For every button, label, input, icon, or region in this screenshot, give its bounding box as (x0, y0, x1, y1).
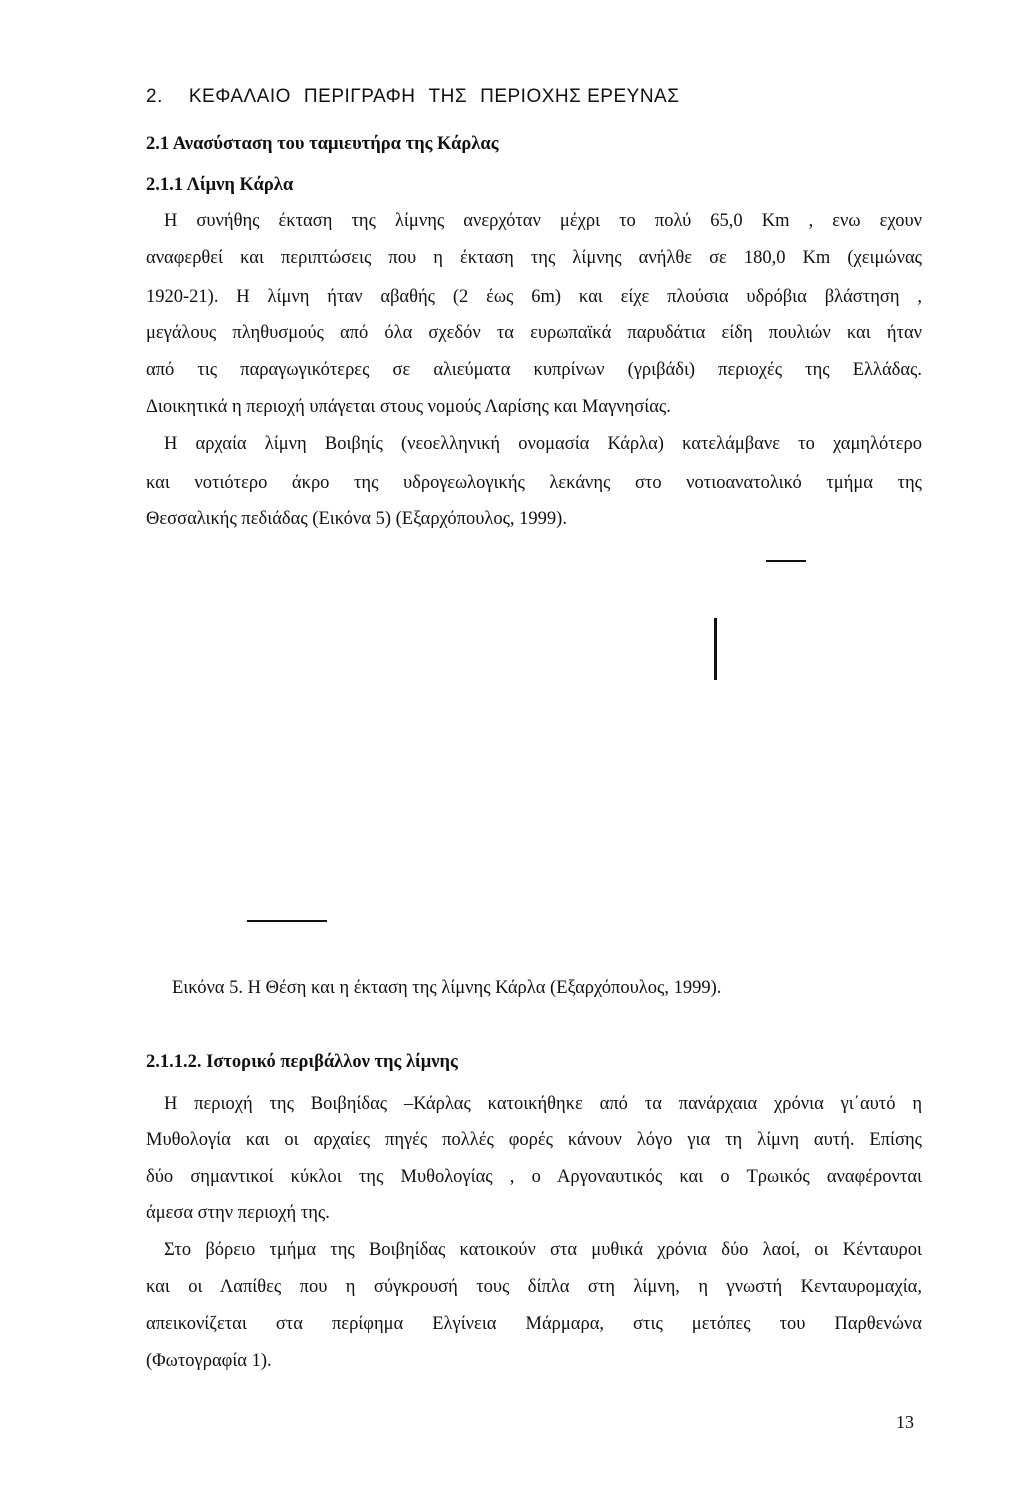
paragraph-line: αναφερθεί και περιπτώσεις που η έκταση της λίμνης ανήλθε σε 180,0 Km (χειμώνας (146, 248, 922, 268)
paragraph-line: μεγάλους πληθυσμούς από όλα σχεδόν τα ευρωπαϊκά παρυδάτια είδη πουλιών και ήταν (146, 323, 922, 343)
section-heading: 2.1 Ανασύσταση του ταμιευτήρα της Κάρλας (146, 134, 499, 154)
paragraph-line: 1920-21). Η λίμνη ήταν αβαθής (2 έως 6m) και είχε πλούσια υδρόβια βλάστηση , (146, 287, 922, 307)
subsection-heading: 2.1.1 Λίμνη Κάρλα (146, 175, 294, 195)
paragraph-line: Η περιοχή της Βοιβηίδας –Κάρλας κατοικήθηκε από τα πανάρχαια χρόνια γι΄αυτό η (164, 1094, 922, 1114)
paragraph-line: και νοτιότερο άκρο της υδρογεωλογικής λεκάνης στο νοτιοανατολικό τμήμα της (146, 473, 922, 493)
chapter-word: ΚΕΦΑΛΑΙΟ (188, 86, 291, 107)
paragraph-line: άμεσα στην περιοχή της. (146, 1203, 330, 1223)
paragraph-line: και οι Λαπίθες που η σύγκρουσή τους δίπλα στη λίμνη, η γνωστή Κενταυρομαχία, (146, 1277, 922, 1297)
subsection-heading: 2.1.1.2. Ιστορικό περιβάλλον της λίμνης (146, 1052, 458, 1072)
chapter-word: ΠΕΡΙΟΧΗΣ ΕΡΕΥΝΑΣ (480, 86, 680, 107)
paragraph-line: Διοικητικά η περιοχή υπάγεται στους νομούς Λαρίσης και Μαγνησίας. (146, 397, 671, 417)
figure-mark (766, 560, 806, 562)
paragraph-line: Η αρχαία λίμνη Βοιβηίς (νεοελληνική ονομασία Κάρλα) κατελάμβανε το χαμηλότερο (164, 434, 922, 454)
figure-mark (714, 618, 717, 680)
chapter-word: ΠΕΡΙΓΡΑΦΗ (303, 86, 416, 107)
paragraph-line: (Φωτογραφία 1). (146, 1351, 272, 1371)
page-number: 13 (896, 1412, 914, 1432)
paragraph-line: απεικονίζεται στα περίφημα Ελγίνεια Μάρμαρα, στις μετόπες του Παρθενώνα (146, 1314, 922, 1334)
paragraph-line: Μυθολογία και οι αρχαίες πηγές πολλές φορές κάνουν λόγο για τη λίμνη αυτή. Επίσης (146, 1130, 922, 1150)
paragraph-line: Στο βόρειο τμήμα της Βοιβηίδας κατοικούν στα μυθικά χρόνια δύο λαοί, οι Κένταυροι (164, 1240, 922, 1260)
figure-caption: Εικόνα 5. Η Θέση και η έκταση της λίμνης Κάρλα (Εξαρχόπουλος, 1999). (172, 978, 722, 998)
paragraph-line: Θεσσαλικής πεδιάδας (Εικόνα 5) (Εξαρχόπουλος, 1999). (146, 509, 567, 529)
chapter-word: ΤΗΣ (428, 86, 468, 107)
paragraph-line: δύο σημαντικοί κύκλοι της Μυθολογίας , ο Αργοναυτικός και ο Τρωικός αναφέρονται (146, 1167, 922, 1187)
chapter-heading (146, 86, 679, 108)
paragraph-line: Η συνήθης έκταση της λίμνης ανερχόταν μέχρι το πολύ 65,0 Km , ενω εχουν (164, 211, 922, 231)
chapter-number: 2. (146, 86, 163, 107)
figure-mark (247, 920, 327, 922)
paragraph-line: από τις παραγωγικότερες σε αλιεύματα κυπρίνων (γριβάδι) περιοχές της Ελλάδας. (146, 360, 922, 380)
